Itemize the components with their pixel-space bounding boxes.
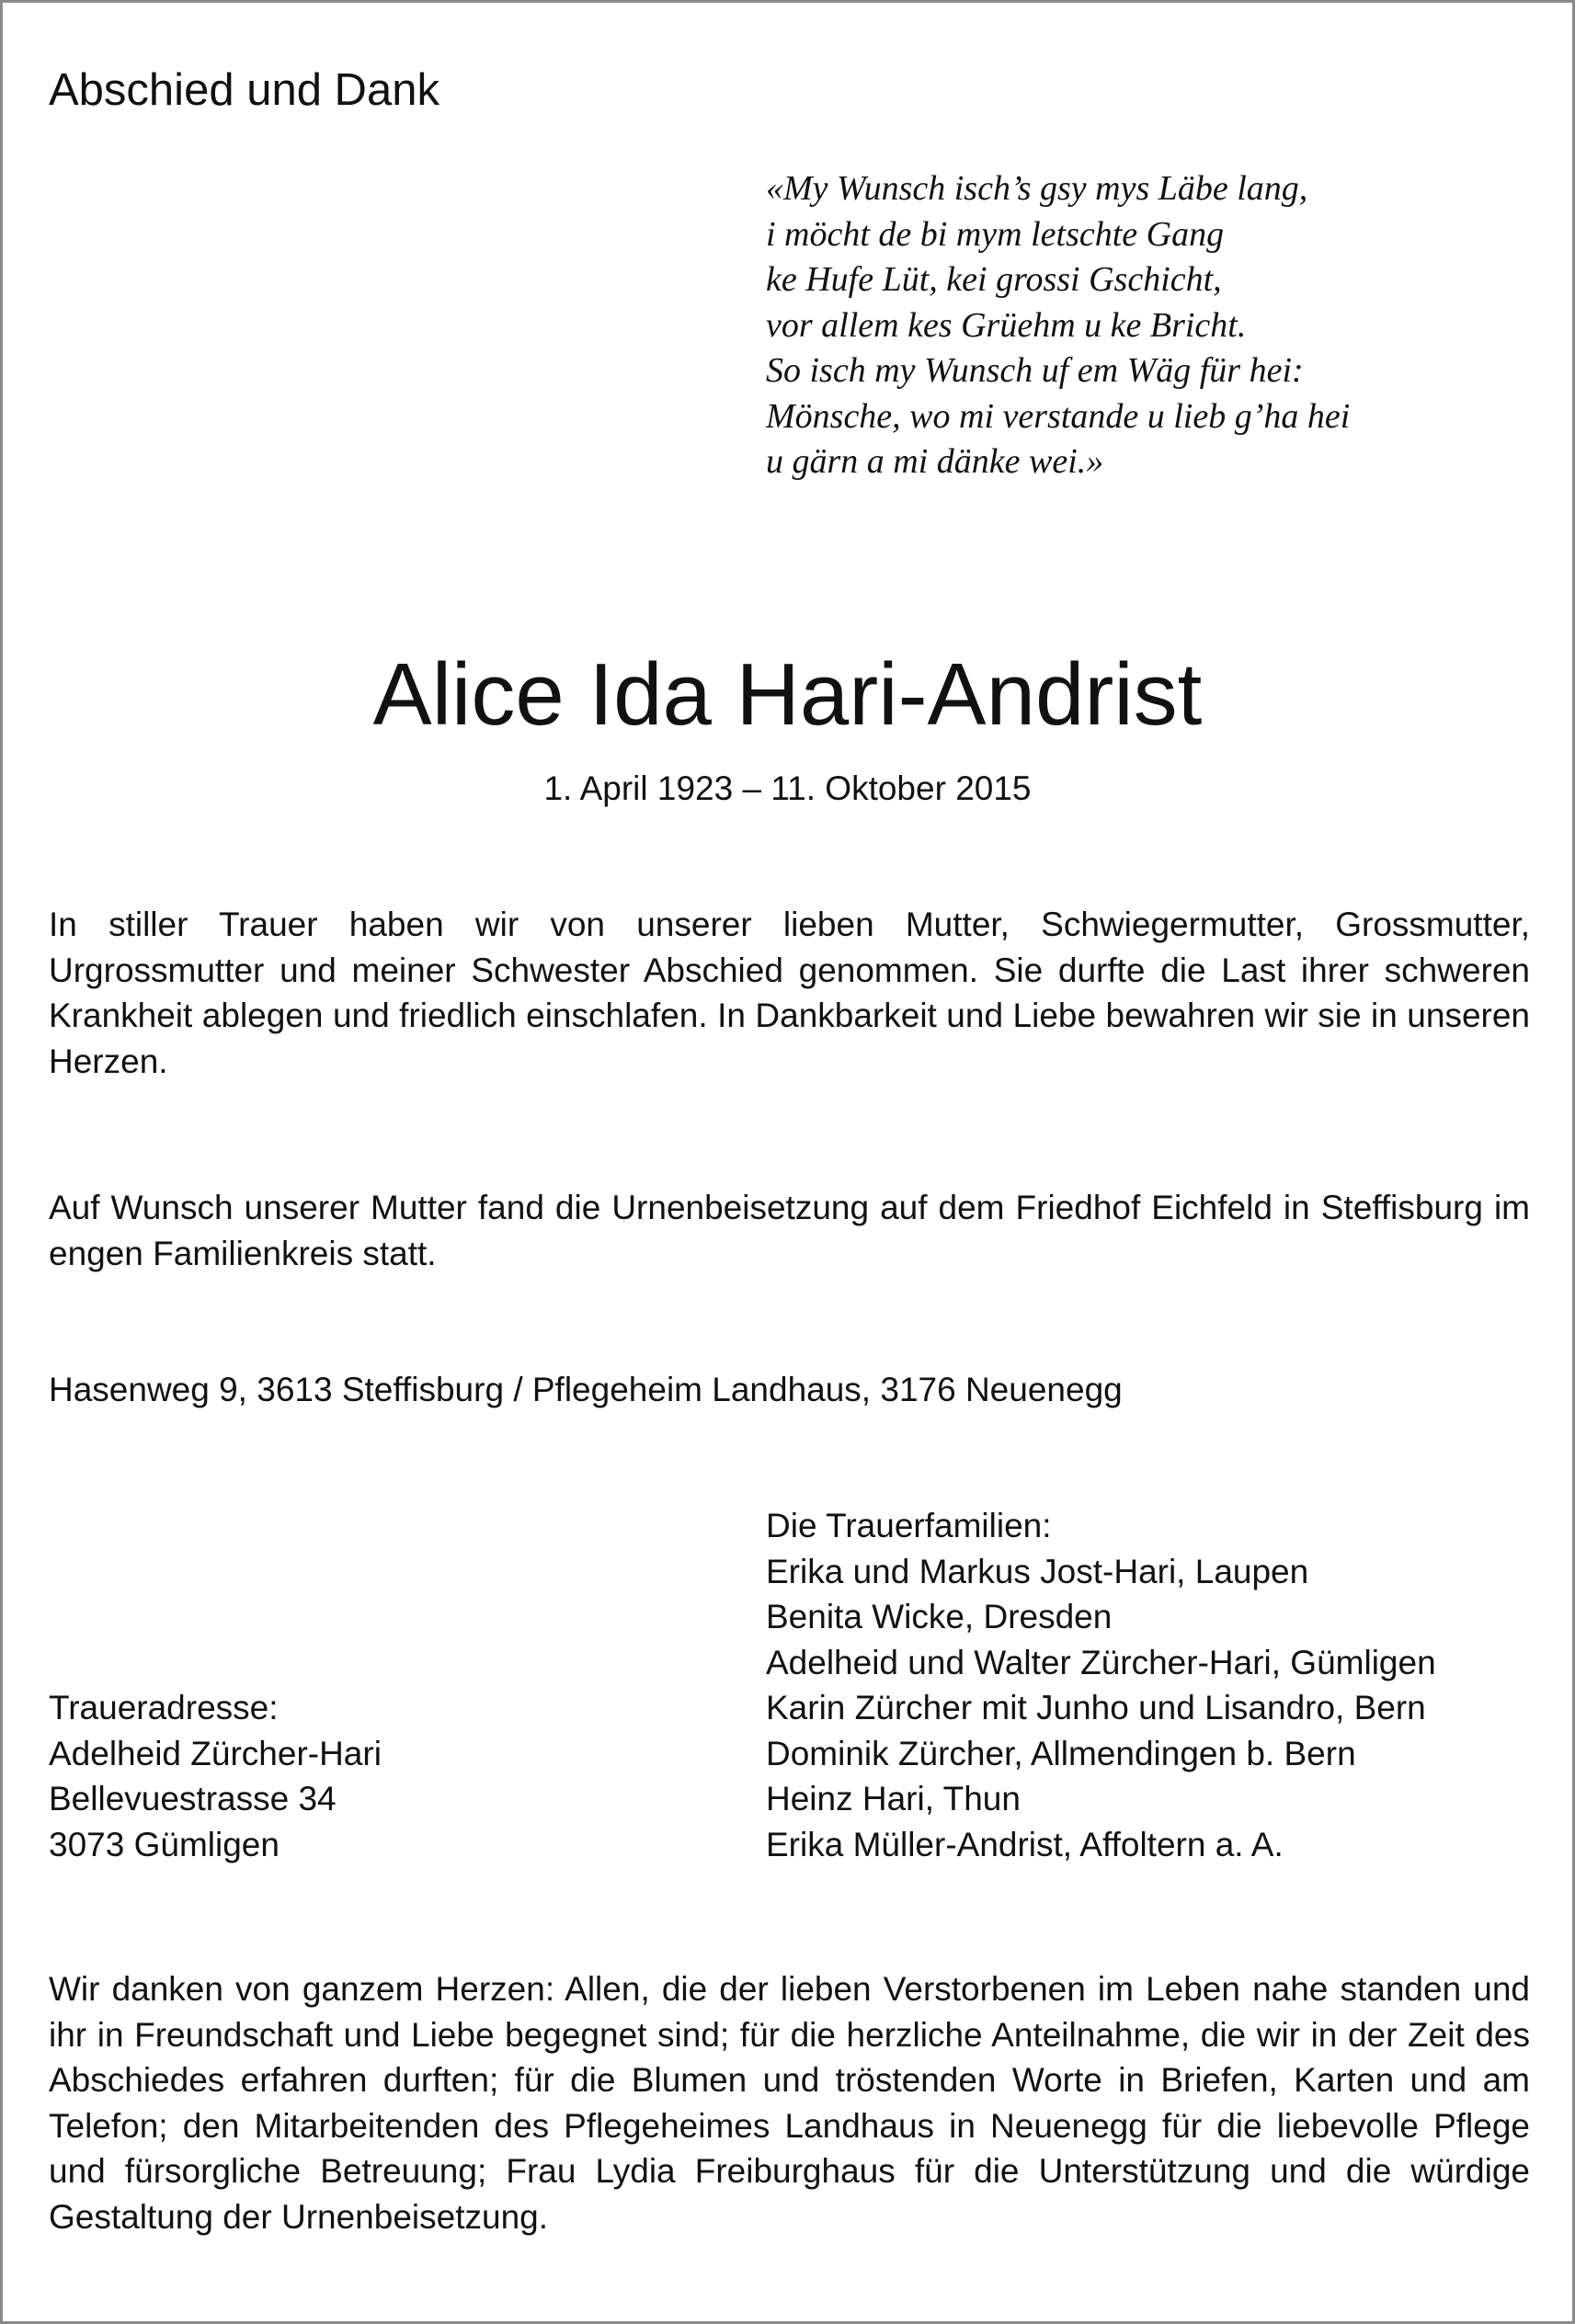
mourning-address-label: Traueradresse: <box>49 1689 279 1726</box>
poem-line: Mönsche, wo mi verstande u lieb g’ha hei <box>766 396 1351 436</box>
family-member: Erika Müller-Andrist, Affoltern a. A. <box>766 1825 1284 1863</box>
family-member: Adelheid und Walter Zürcher-Hari, Gümligen <box>766 1643 1436 1681</box>
family-member: Erika und Markus Jost-Hari, Laupen <box>766 1552 1309 1590</box>
residence-address: Hasenweg 9, 3613 Steffisburg / Pflegeheim Landhaus, 3176 Neuenegg <box>49 1371 1123 1408</box>
burial-paragraph: Auf Wunsch unserer Mutter fand die Urnenbeisetzung auf dem Friedhof Eichfeld in Steffisburg im engen Familienkreis statt. <box>49 1189 1530 1272</box>
thanks-paragraph: Wir danken von ganzem Herzen: Allen, die der lieben Verstorbenen im Leben nahe standen und ihr in Freundschaft und Liebe begegnet sind; für die herzliche Anteilnahme, die wir in der Zeit des Abschiedes erfahren durften; für die Blumen und tröstenden Worte in Briefen, Karten und am Telefon; den Mitarbeitenden des Pflegeheimes Landhaus in Neuenegg für die liebevolle Pflege und fürsorgliche Betreuung; Frau Lydia Freiburghaus für die Unterstützung und die würdige Gestaltung der Urnenbeisetzung. <box>49 1970 1530 2236</box>
poem-line: i möcht de bi mym letschte Gang <box>766 214 1225 254</box>
family-member: Dominik Zürcher, Allmendingen b. Bern <box>766 1734 1356 1772</box>
families-label: Die Trauerfamilien: <box>766 1507 1052 1544</box>
poem-quote <box>766 166 1350 485</box>
mourning-families <box>766 1503 1436 1867</box>
family-member: Karin Zürcher mit Junho und Lisandro, Bern <box>766 1689 1426 1726</box>
notice-heading: Abschied und Dank <box>49 65 439 115</box>
poem-line: ke Hufe Lüt, kei grossi Gschicht, <box>766 260 1222 299</box>
poem-line: vor allem kes Grüehm u ke Bricht. <box>766 305 1247 345</box>
deceased-name: Alice Ida Hari-Andrist <box>372 645 1203 744</box>
mourning-address <box>49 1685 382 1867</box>
mourning-address-line: Bellevuestrasse 34 <box>49 1780 337 1817</box>
poem-line: So isch my Wunsch uf em Wäg für hei: <box>766 351 1304 390</box>
mourning-address-line: Adelheid Zürcher-Hari <box>49 1734 382 1772</box>
mourning-paragraph: In stiller Trauer haben wir von unserer lieben Mutter, Schwiegermutter, Grossmutter, Urgrossmutter und meiner Schwester Abschied genommen. Sie durfte die Last ihrer schweren Krankheit ablegen und friedlich einschlafen. In Dankbarkeit und Liebe bewahren wir sie in unseren Herzen. <box>49 906 1530 1080</box>
poem-line: u gärn a mi dänke wei.» <box>766 442 1104 481</box>
mourning-address-line: 3073 Gümligen <box>49 1825 280 1863</box>
family-member: Heinz Hari, Thun <box>766 1780 1021 1817</box>
poem-line: «My Wunsch isch’s gsy mys Läbe lang, <box>766 169 1308 208</box>
life-dates: 1. April 1923 – 11. Oktober 2015 <box>543 769 1032 807</box>
family-member: Benita Wicke, Dresden <box>766 1598 1113 1635</box>
